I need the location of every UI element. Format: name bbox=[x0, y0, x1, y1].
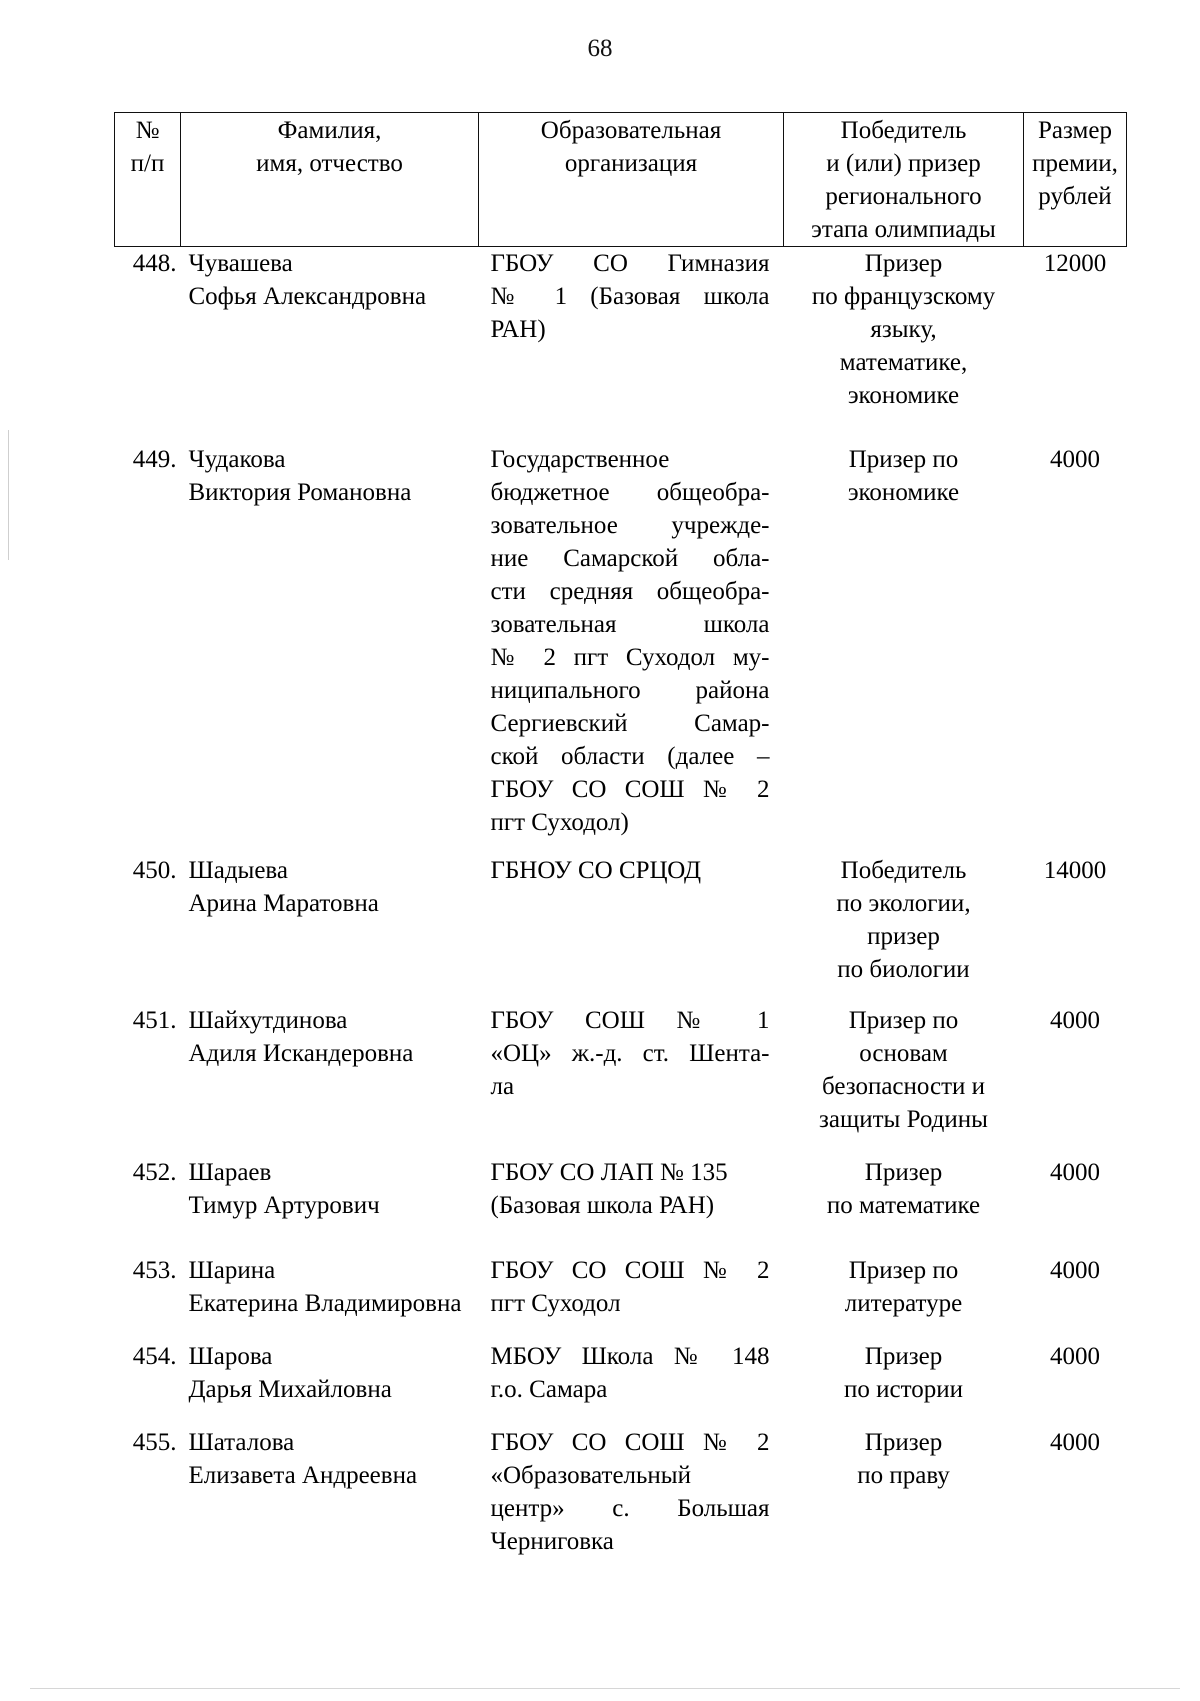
student-name bbox=[181, 1340, 479, 1426]
org-line: ГБОУ СО СОШ № 2 bbox=[490, 1429, 770, 1456]
winner-status bbox=[784, 247, 1024, 444]
winner-status bbox=[784, 1254, 1024, 1340]
org-line: «ОЦ» ж.-д. ст. Шента- bbox=[490, 1040, 770, 1067]
results-table-container bbox=[114, 112, 1126, 1558]
prize-amount: 4000 bbox=[1050, 446, 1100, 473]
prize-amount: 4000 bbox=[1050, 1159, 1100, 1186]
name-line: Софья Александровна bbox=[188, 283, 427, 310]
org-line: ла bbox=[490, 1073, 515, 1100]
name-line: Тимур Артурович bbox=[188, 1192, 380, 1219]
header-winner-line: и (или) призер bbox=[826, 150, 981, 177]
header-prize-line: премии, bbox=[1032, 150, 1118, 177]
org-line: № 2 пгт Суходол му- bbox=[490, 644, 770, 671]
name-line: Шадыева bbox=[188, 857, 288, 884]
org-line: МБОУ Школа № 148 bbox=[490, 1343, 770, 1370]
name-line: Арина Маратовна bbox=[188, 890, 379, 917]
org-line: Сергиевский Самар- bbox=[490, 710, 770, 737]
name-line: Елизавета Андреевна bbox=[188, 1462, 418, 1489]
student-name bbox=[181, 854, 479, 1004]
winner-line: Призер по bbox=[848, 1007, 959, 1034]
student-name bbox=[181, 1254, 479, 1340]
header-winner bbox=[784, 113, 1024, 247]
winner-status bbox=[784, 1004, 1024, 1156]
org-line: г.о. Самара bbox=[490, 1376, 608, 1403]
winner-line: основам bbox=[859, 1040, 948, 1067]
org-line: РАН) bbox=[490, 316, 546, 343]
org-line: Государственное bbox=[490, 446, 670, 473]
organization bbox=[479, 443, 784, 854]
winner-status bbox=[784, 443, 1024, 854]
header-name-line: имя, отчество bbox=[256, 150, 403, 177]
name-line: Адиля Искандеровна bbox=[188, 1040, 414, 1067]
header-winner-line: регионального bbox=[825, 183, 982, 210]
org-line: Черниговка bbox=[490, 1528, 614, 1555]
table-row bbox=[115, 1254, 1127, 1340]
header-name bbox=[181, 113, 479, 247]
org-line: бюджетное общеобра- bbox=[490, 479, 770, 506]
page-number: 68 bbox=[587, 35, 613, 62]
table-row bbox=[115, 1156, 1127, 1254]
header-prize-line: Размер bbox=[1038, 117, 1112, 144]
winner-line: призер bbox=[867, 923, 940, 950]
header-num-line: п/п bbox=[130, 150, 165, 177]
org-line: ГБОУ СО СОШ № 2 bbox=[490, 776, 770, 803]
org-line: ской области (далее – bbox=[490, 743, 770, 770]
winner-line: Призер bbox=[864, 250, 943, 277]
table-row bbox=[115, 443, 1127, 854]
name-line: Шаталова bbox=[188, 1429, 295, 1456]
table-body bbox=[115, 247, 1127, 1559]
prize-amount: 4000 bbox=[1050, 1257, 1100, 1284]
row-number: 452. bbox=[132, 1159, 177, 1186]
scan-bottom-edge bbox=[30, 1688, 1180, 1689]
winner-status bbox=[784, 854, 1024, 1004]
name-line: Виктория Романовна bbox=[188, 479, 412, 506]
row-number: 450. bbox=[132, 857, 177, 884]
winner-line: по математике bbox=[826, 1192, 981, 1219]
org-line: ГБОУ СО ЛАП № 135 bbox=[490, 1159, 728, 1186]
org-line: сти средняя общеобра- bbox=[490, 578, 770, 605]
org-line: зовательная школа bbox=[490, 611, 770, 638]
winner-line: Призер bbox=[864, 1159, 943, 1186]
org-line: ГБНОУ СО СРЦОД bbox=[490, 857, 702, 884]
row-number: 455. bbox=[132, 1429, 177, 1456]
org-line: зовательное учрежде- bbox=[490, 512, 770, 539]
prize-amount: 4000 bbox=[1050, 1007, 1100, 1034]
results-table bbox=[114, 112, 1127, 1558]
table-row bbox=[115, 1004, 1127, 1156]
org-line: пгт Суходол) bbox=[490, 809, 629, 836]
winner-line: по экологии, bbox=[836, 890, 971, 917]
winner-line: по французскому bbox=[811, 283, 996, 310]
row-number: 449. bbox=[132, 446, 177, 473]
organization bbox=[479, 1254, 784, 1340]
header-prize-line: рублей bbox=[1038, 183, 1112, 210]
winner-line: по праву bbox=[857, 1462, 950, 1489]
org-line: (Базовая школа РАН) bbox=[490, 1192, 715, 1219]
header-org-line: организация bbox=[564, 150, 698, 177]
table-row bbox=[115, 1426, 1127, 1558]
student-name bbox=[181, 443, 479, 854]
name-line: Дарья Михайловна bbox=[188, 1376, 392, 1403]
organization bbox=[479, 1426, 784, 1558]
table-row bbox=[115, 1340, 1127, 1426]
winner-line: по истории bbox=[844, 1376, 963, 1403]
winner-line: безопасности и bbox=[821, 1073, 986, 1100]
header-winner-line: этапа олимпиады bbox=[811, 216, 996, 243]
prize-amount: 12000 bbox=[1043, 250, 1107, 277]
prize-amount: 4000 bbox=[1050, 1429, 1100, 1456]
winner-line: Победитель bbox=[840, 857, 967, 884]
name-line: Чувашева bbox=[188, 250, 293, 277]
name-line: Шараев bbox=[188, 1159, 272, 1186]
winner-line: Призер по bbox=[848, 1257, 959, 1284]
org-line: «Образовательный bbox=[490, 1462, 691, 1489]
winner-status bbox=[784, 1340, 1024, 1426]
name-line: Шарова bbox=[188, 1343, 273, 1370]
prize-amount: 14000 bbox=[1043, 857, 1107, 884]
org-line: ние Самарской обла- bbox=[490, 545, 770, 572]
winner-line: по биологии bbox=[837, 956, 970, 983]
row-number: 453. bbox=[132, 1257, 177, 1284]
row-number: 448. bbox=[132, 250, 177, 277]
winner-line: Призер по bbox=[848, 446, 959, 473]
name-line: Шайхутдинова bbox=[188, 1007, 348, 1034]
winner-line: математике, bbox=[839, 349, 968, 376]
winner-line: Призер bbox=[864, 1429, 943, 1456]
winner-line: экономике bbox=[847, 479, 960, 506]
winner-line: литературе bbox=[844, 1290, 963, 1317]
table-row bbox=[115, 247, 1127, 444]
header-winner-line: Победитель bbox=[840, 117, 967, 144]
table-row bbox=[115, 854, 1127, 1004]
name-line: Екатерина Владимировна bbox=[188, 1290, 462, 1317]
org-line: ниципального района bbox=[490, 677, 770, 704]
organization bbox=[479, 854, 784, 1004]
winner-line: языку, bbox=[870, 316, 937, 343]
header-org bbox=[479, 113, 784, 247]
org-line: ГБОУ СОШ № 1 bbox=[490, 1007, 770, 1034]
prize-amount: 4000 bbox=[1050, 1343, 1100, 1370]
student-name bbox=[181, 1426, 479, 1558]
header-org-line: Образовательная bbox=[540, 117, 722, 144]
student-name bbox=[181, 1156, 479, 1254]
winner-line: Призер bbox=[864, 1343, 943, 1370]
scan-edge-mark bbox=[8, 430, 9, 560]
row-number: 451. bbox=[132, 1007, 177, 1034]
winner-line: защиты Родины bbox=[819, 1106, 988, 1133]
organization bbox=[479, 1004, 784, 1156]
row-number: 454. bbox=[132, 1343, 177, 1370]
table-header bbox=[115, 113, 1127, 247]
org-line: № 1 (Базовая школа bbox=[490, 283, 770, 310]
name-line: Шарина bbox=[188, 1257, 276, 1284]
winner-line: экономике bbox=[847, 382, 960, 409]
header-name-line: Фамилия, bbox=[277, 117, 382, 144]
header-num bbox=[115, 113, 181, 247]
org-line: ГБОУ СО СОШ № 2 bbox=[490, 1257, 770, 1284]
org-line: ГБОУ СО Гимназия bbox=[490, 250, 770, 277]
name-line: Чудакова bbox=[188, 446, 286, 473]
organization bbox=[479, 1340, 784, 1426]
winner-status bbox=[784, 1426, 1024, 1558]
organization bbox=[479, 1156, 784, 1254]
header-prize bbox=[1024, 113, 1127, 247]
org-line: центр» с. Большая bbox=[490, 1495, 770, 1522]
winner-status bbox=[784, 1156, 1024, 1254]
student-name bbox=[181, 247, 479, 444]
organization bbox=[479, 247, 784, 444]
student-name bbox=[181, 1004, 479, 1156]
header-row bbox=[115, 113, 1127, 247]
header-num-line: № bbox=[135, 117, 160, 144]
org-line: пгт Суходол bbox=[490, 1290, 621, 1317]
